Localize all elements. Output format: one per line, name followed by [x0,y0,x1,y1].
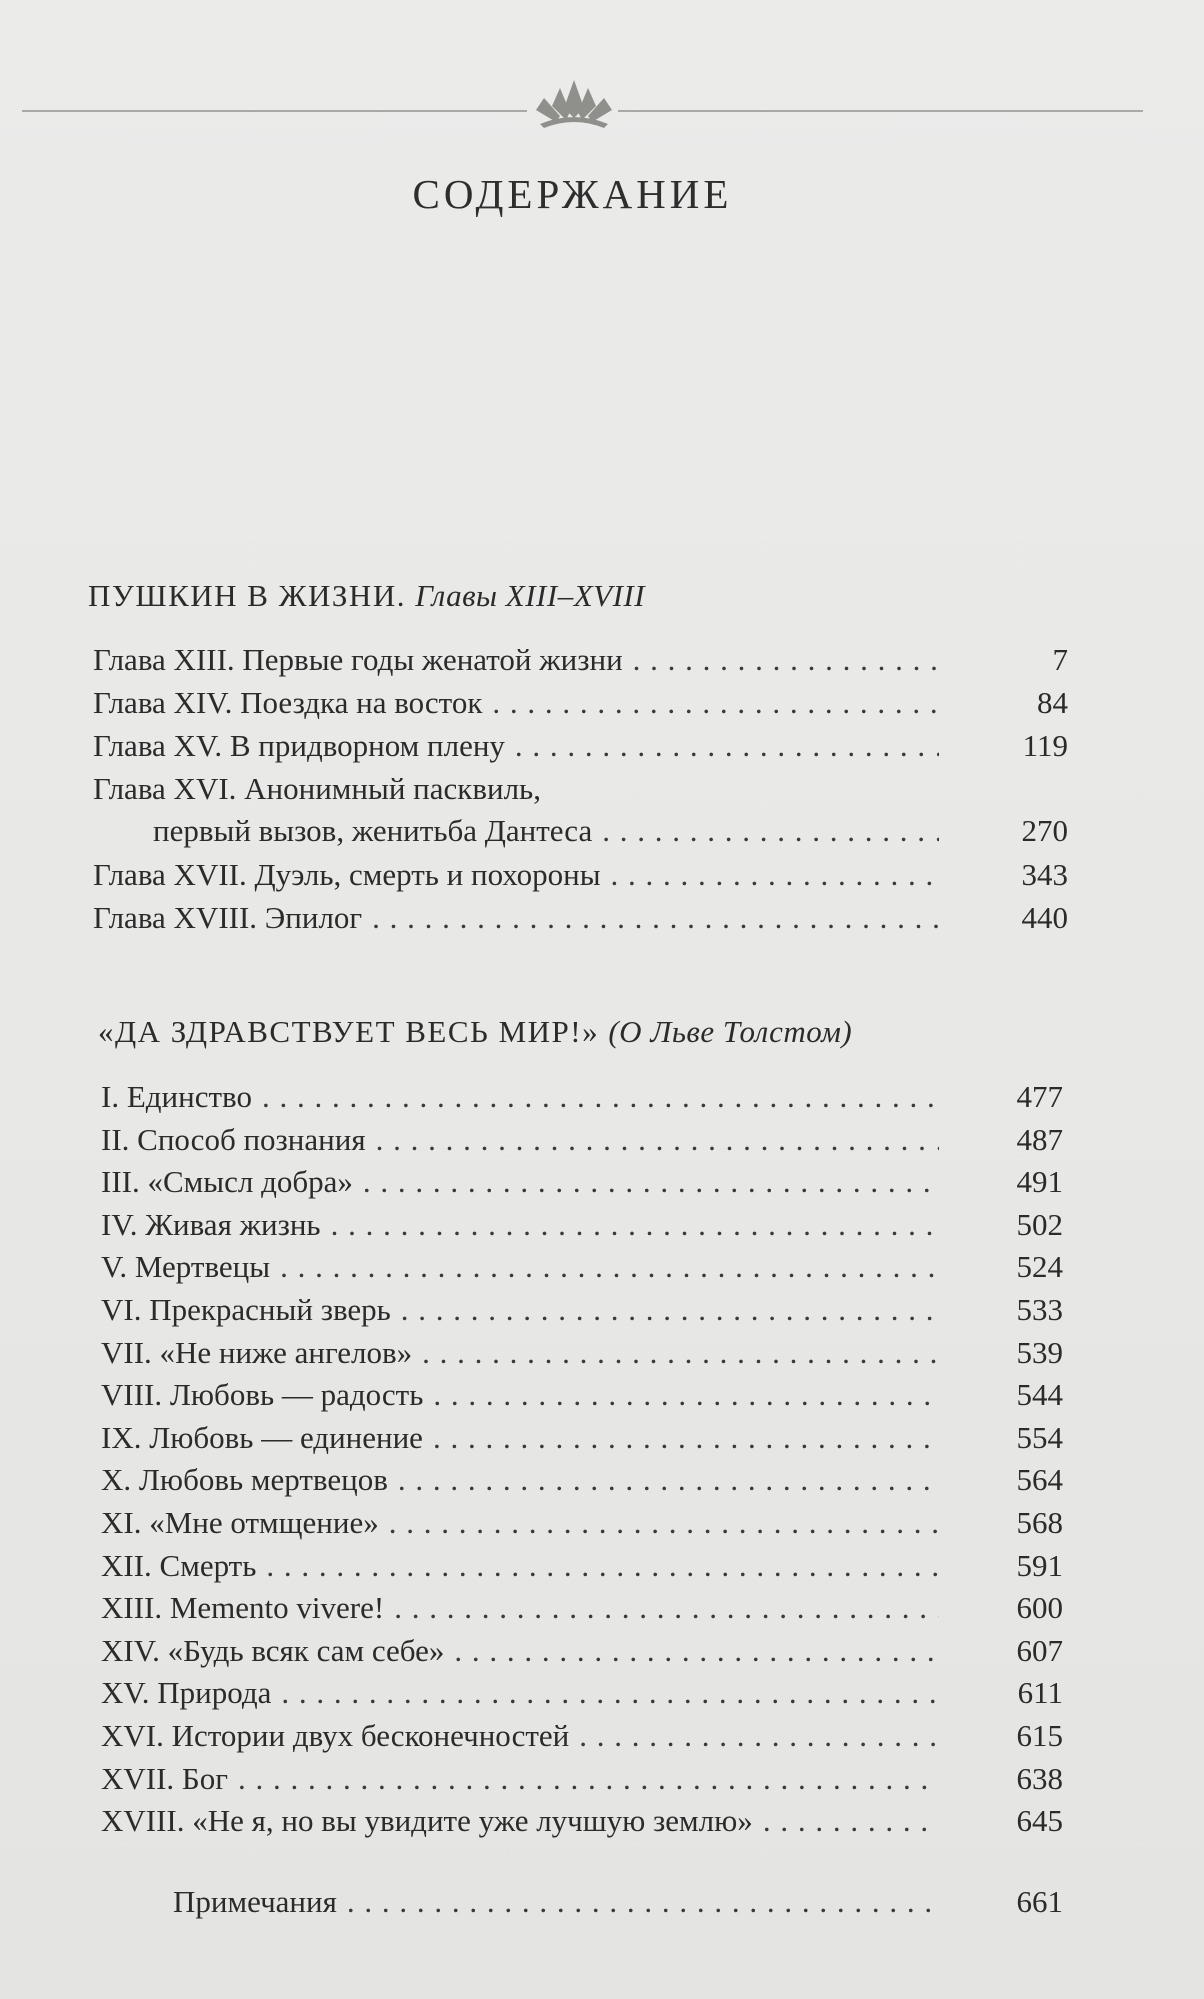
dot-leader [347,1884,939,1920]
toc-entry [93,685,945,725]
toc-page-number: 524 [1016,1249,1063,1284]
toc-entry-title: XV. Природа [101,1675,272,1710]
toc-entry-title: XIII. Memento vivere! [101,1590,385,1625]
lotus-ornament-icon [530,74,618,134]
dot-leader [262,1079,939,1115]
toc-entry-title: X. Любовь мертвецов [101,1462,388,1497]
toc-entry-title: Глава XVI. Анонимный пасквиль, [93,771,541,806]
dot-leader [398,1462,939,1498]
dot-leader [633,642,939,678]
header-rule-right [618,110,1143,112]
dot-leader [515,728,939,764]
toc-entry [101,1249,945,1289]
toc-entry-title: IV. Живая жизнь [101,1207,321,1242]
toc-entry [101,1122,945,1162]
toc-page-number: 533 [1016,1292,1063,1327]
dot-leader [372,900,939,936]
dot-leader [579,1718,939,1754]
toc-entry [101,1462,945,1502]
toc-page-number: 7 [1052,642,1068,677]
toc-entry-title: XVI. Истории двух бесконечностей [101,1718,570,1753]
page-title: СОДЕРЖАНИЕ [412,171,733,217]
dot-leader [433,1420,939,1456]
toc-entry-title: VII. «Не ниже ангелов» [101,1335,413,1370]
toc-entry [101,1079,945,1119]
section-title-tolstoy [98,1014,852,1050]
toc-page-number: 343 [1021,857,1068,892]
toc-page-number: 607 [1016,1633,1063,1668]
section-title-text: «ДА ЗДРАВСТВУЕТ ВЕСЬ МИР!» [98,1014,600,1049]
toc-entry [93,900,945,940]
toc-entry [101,1420,945,1460]
toc-entry [101,1633,945,1673]
section-subtitle: (О Льве Толстом) [608,1014,853,1049]
dot-leader [394,1590,939,1626]
toc-page-number: 554 [1016,1420,1063,1455]
toc-page-number: 591 [1016,1548,1063,1583]
dot-leader [763,1803,939,1839]
dot-leader [331,1207,939,1243]
dot-leader [389,1505,939,1541]
dot-leader [422,1335,939,1371]
toc-entry-title: III. «Смысл добра» [101,1164,353,1199]
toc-entry [93,728,945,768]
dot-leader [611,857,939,893]
toc-entry [101,1761,945,1801]
toc-entry-title: Глава XVII. Дуэль, смерть и похороны [93,857,601,892]
toc-entry-title: Глава XIII. Первые годы женатой жизни [93,642,623,677]
toc-page-number: 270 [1021,813,1068,848]
toc-entry-title: VIII. Любовь — радость [101,1377,424,1412]
section-title-text: ПУШКИН В ЖИЗНИ. [88,578,406,613]
toc-entry-title: Глава XIV. Поездка на восток [93,685,483,720]
toc-entry [93,857,945,897]
toc-entry [93,642,945,682]
toc-entry [101,1718,945,1758]
toc-entry [101,1164,945,1204]
toc-entry-title: II. Способ познания [101,1122,366,1157]
toc-entry-title: Глава XVIII. Эпилог [93,900,363,935]
toc-entry-title: XII. Смерть [101,1548,257,1583]
dot-leader [433,1377,939,1413]
section-title-pushkin [88,578,645,614]
toc-entry [101,1335,945,1375]
toc-entry [101,1505,945,1545]
dot-leader [492,685,939,721]
dot-leader [280,1249,939,1285]
toc-page-number: 661 [1016,1884,1063,1919]
toc-entry [153,813,945,853]
toc-page-number: 568 [1016,1505,1063,1540]
toc-entry-title: V. Мертвецы [101,1249,271,1284]
section-subtitle: Главы XIII–XVIII [415,578,646,613]
toc-entry [101,1292,945,1332]
toc-entry [101,1675,945,1715]
toc-entry [101,1590,945,1630]
toc-entry [101,1803,945,1843]
toc-entry-title: IX. Любовь — единение [101,1420,423,1455]
toc-entry-title: XI. «Мне отмщение» [101,1505,379,1540]
dot-leader [454,1633,939,1669]
toc-page-number: 645 [1016,1803,1063,1838]
toc-page-number: 600 [1016,1590,1063,1625]
toc-page-number: 502 [1016,1207,1063,1242]
dot-leader [376,1122,939,1158]
toc-page-number: 84 [1037,685,1068,720]
toc-page-number: 539 [1016,1335,1063,1370]
toc-page-number: 615 [1016,1718,1063,1753]
toc-page-number: 487 [1016,1122,1063,1157]
toc-entry [173,1884,945,1924]
dot-leader [266,1548,939,1584]
toc-entry-title: XVIII. «Не я, но вы увидите уже лучшую землю» [101,1803,753,1838]
toc-entry-title: первый вызов, женитьба Дантеса [153,813,593,848]
header-rule-left [22,110,527,112]
dot-leader [602,813,939,849]
toc-page-number: 440 [1021,900,1068,935]
dot-leader [401,1292,939,1328]
toc-entry-title: XVII. Бог [101,1761,228,1796]
toc-entry-title: XIV. «Будь всяк сам себе» [101,1633,445,1668]
toc-page-number: 544 [1016,1377,1063,1412]
toc-entry [101,1377,945,1417]
toc-entry-title: VI. Прекрасный зверь [101,1292,391,1327]
toc-entry-title: Глава XV. В придворном плену [93,728,505,763]
toc-page-number: 477 [1016,1079,1063,1114]
dot-leader [238,1761,939,1797]
toc-page-number: 564 [1016,1462,1063,1497]
toc-page-number: 119 [1022,728,1068,763]
dot-leader [281,1675,939,1711]
toc-page-number: 491 [1016,1164,1063,1199]
toc-entry-title: I. Единство [101,1079,252,1114]
toc-entry [101,1207,945,1247]
dot-leader [363,1164,939,1200]
toc-entry [101,1548,945,1588]
toc-page-number: 611 [1017,1675,1063,1710]
toc-entry-title: Примечания [173,1884,337,1919]
toc-page-number: 638 [1016,1761,1063,1796]
